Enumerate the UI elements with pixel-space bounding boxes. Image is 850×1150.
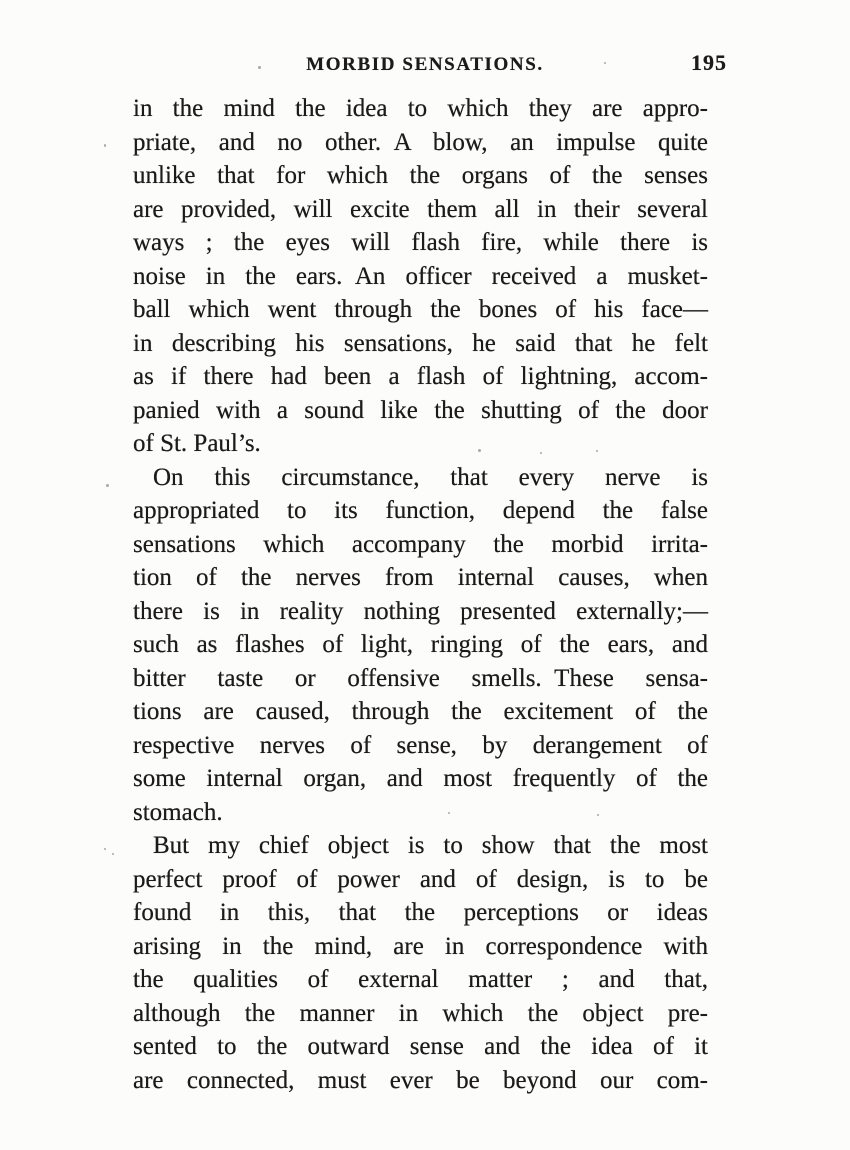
text-line: in the mind the idea to which they are appro-: [133, 95, 708, 122]
scan-speck: [448, 812, 450, 814]
text-line: appropriated to its function, depend the false: [133, 497, 708, 524]
scan-speck: [604, 62, 606, 64]
text-line: some internal organ, and most frequently of the: [133, 765, 708, 792]
text-line: perfect proof of power and of design, is to be: [133, 865, 708, 893]
text-line: respective nerves of sense, by derangement of: [133, 731, 708, 759]
text-line: tions are caused, through the excitement of the: [133, 698, 708, 725]
text-line: arising in the mind, are in correspondence with: [133, 932, 708, 960]
scan-speck: [478, 449, 481, 452]
text-line: there is in reality nothing presented externally;—: [133, 597, 708, 625]
text-line: unlike that for which the organs of the senses: [133, 162, 708, 189]
page-number: 195: [691, 50, 727, 75]
text-line: tion of the nerves from internal causes, when: [133, 564, 708, 591]
text-line: are connected, must ever be beyond our com-: [133, 1066, 708, 1094]
scan-speck: [540, 452, 542, 454]
text-line: of St. Paul’s.: [133, 430, 261, 457]
text-line: as if there had been a flash of lightning, accom-: [133, 363, 708, 390]
text-line: bitter taste or offensive smells. These sensa-: [133, 664, 708, 692]
text-line: noise in the ears. An officer received a musket-: [133, 262, 708, 290]
text-line: sensations which accompany the morbid irrita-: [133, 530, 708, 558]
scan-speck: [104, 144, 106, 147]
scan-speck: [104, 848, 106, 850]
text-line: although the manner in which the object pre-: [133, 999, 708, 1027]
running-title: MORBID SENSATIONS.: [306, 54, 544, 75]
text-line: ways ; the eyes will flash fire, while there is: [133, 229, 708, 256]
text-line: ball which went through the bones of his face—: [133, 296, 708, 323]
scan-speck: [597, 814, 599, 816]
text-line: the qualities of external matter ; and that,: [133, 966, 708, 993]
body-text: [133, 92, 708, 1097]
text-line: sented to the outward sense and the idea of it: [133, 1033, 708, 1060]
scan-speck: [258, 66, 261, 69]
text-line: stomach.: [133, 798, 223, 826]
text-line: But my chief object is to show that the most: [153, 832, 708, 859]
scan-speck: [106, 484, 109, 487]
text-line: On this circumstance, that every nerve is: [153, 463, 708, 491]
text-line: are provided, will excite them all in their several: [133, 195, 708, 223]
text-line: found in this, that the perceptions or ideas: [133, 899, 708, 926]
page-header: [133, 50, 727, 80]
text-line: such as flashes of light, ringing of the ears, and: [133, 631, 708, 658]
scan-speck: [596, 450, 598, 452]
text-line: in describing his sensations, he said that he felt: [133, 329, 708, 357]
text-line: panied with a sound like the shutting of the door: [133, 396, 708, 424]
scan-speck: [112, 853, 114, 855]
text-line: priate, and no other. A blow, an impulse quite: [133, 128, 708, 156]
